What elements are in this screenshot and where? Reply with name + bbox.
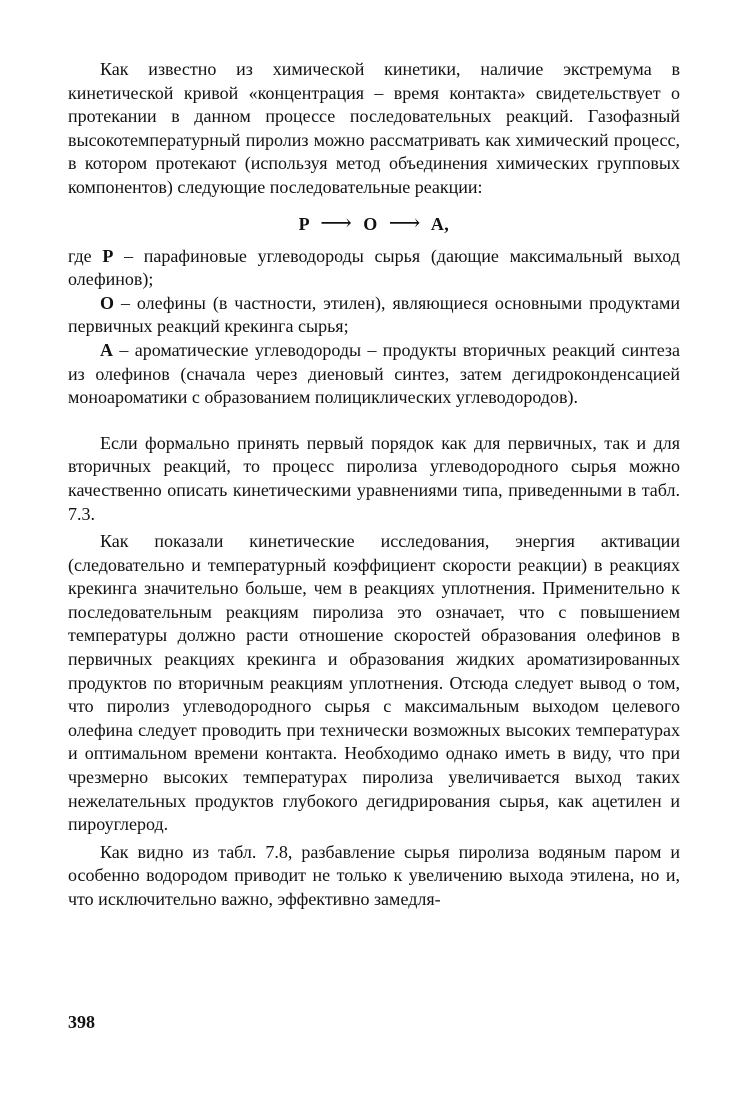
definition-p-text: – парафиновые углеводороды сырья (дающие максимальный выход олефинов); — [68, 245, 680, 290]
body-paragraph: Как видно из табл. 7.8, разбавление сырья пиролиза водяным паром и особенно водородом приводит не только к увеличению выхода этилена, но и, что исключительно важно, эффективно замедля- — [68, 841, 680, 909]
definition-p-symbol: P — [102, 245, 114, 266]
reaction-arrow-icon: ⟶ — [388, 209, 421, 235]
definition-o-symbol: O — [100, 292, 115, 313]
reaction-formula — [68, 210, 680, 236]
body-paragraph: Как показали кинетические исследования, энергия активации (следовательно и температурный коэффициент скорости реакции) в реакциях крекинга значительно больше, чем в реакциях уплотнения. Применительно к последовательным реакциям пиролиза это означает, что с повышением температуры должно расти отношение скоростей образования олефинов в первичных реакциях крекинга и образования жидких ароматизированных продуктов по вторичным реакциям уплотнения. Отсюда следует вывод о том, что пиролиз углеводородного сырья с максимальным выходом целевого олефина следует проводить при технически возможных высоких температурах и оптимальном времени контакта. Необходимо однако иметь в виду, что при чрезмерно высоких температурах пиролиза увеличивается выход таких нежелательных продуктов глубокого дегидрирования сырья, как ацетилен и пироуглерод. — [68, 531, 680, 835]
formula-p: P — [298, 213, 310, 234]
intro-paragraph: Как известно из химической кинетики, наличие экстремума в кинетической кривой «концентрация – время контакта» свидетельствует о протекании в данном процессе последовательных реакций. Газофазный высокотемпературный пиролиз можно рассматривать как химический процесс, в котором протекают (используя метод объединения химических групповых компонентов) следующие последовательные реакции: — [68, 59, 680, 197]
formula-o: O — [363, 213, 378, 234]
formula-a: A, — [430, 213, 450, 234]
definition-o-text: – олефины (в частности, этилен), являющиеся основными продуктами первичных реакций крекинга сырья; — [68, 292, 680, 337]
page-number: 398 — [68, 1012, 95, 1032]
definition-a — [68, 339, 680, 410]
definitions — [68, 245, 680, 410]
reaction-arrow-icon: ⟶ — [320, 209, 353, 235]
definition-o — [68, 292, 680, 339]
body-paragraph: Если формально принять первый порядок как для первичных, так и для вторичных реакций, то процесс пиролиза углеводородного сырья можно качественно описать кинетическими уравнениями типа, приведенными в табл. 7.3. — [68, 432, 680, 524]
page-body — [68, 58, 680, 912]
definition-a-symbol: A — [100, 339, 113, 360]
definition-a-text: – ароматические углеводороды – продукты вторичных реакций синтеза из олефинов (сначала через диеновый синтез, затем дегидроконденсацией моноароматики с образованием полициклических углеводородов). — [68, 339, 681, 408]
definition-where: где — [68, 245, 92, 266]
definition-p — [68, 245, 680, 292]
